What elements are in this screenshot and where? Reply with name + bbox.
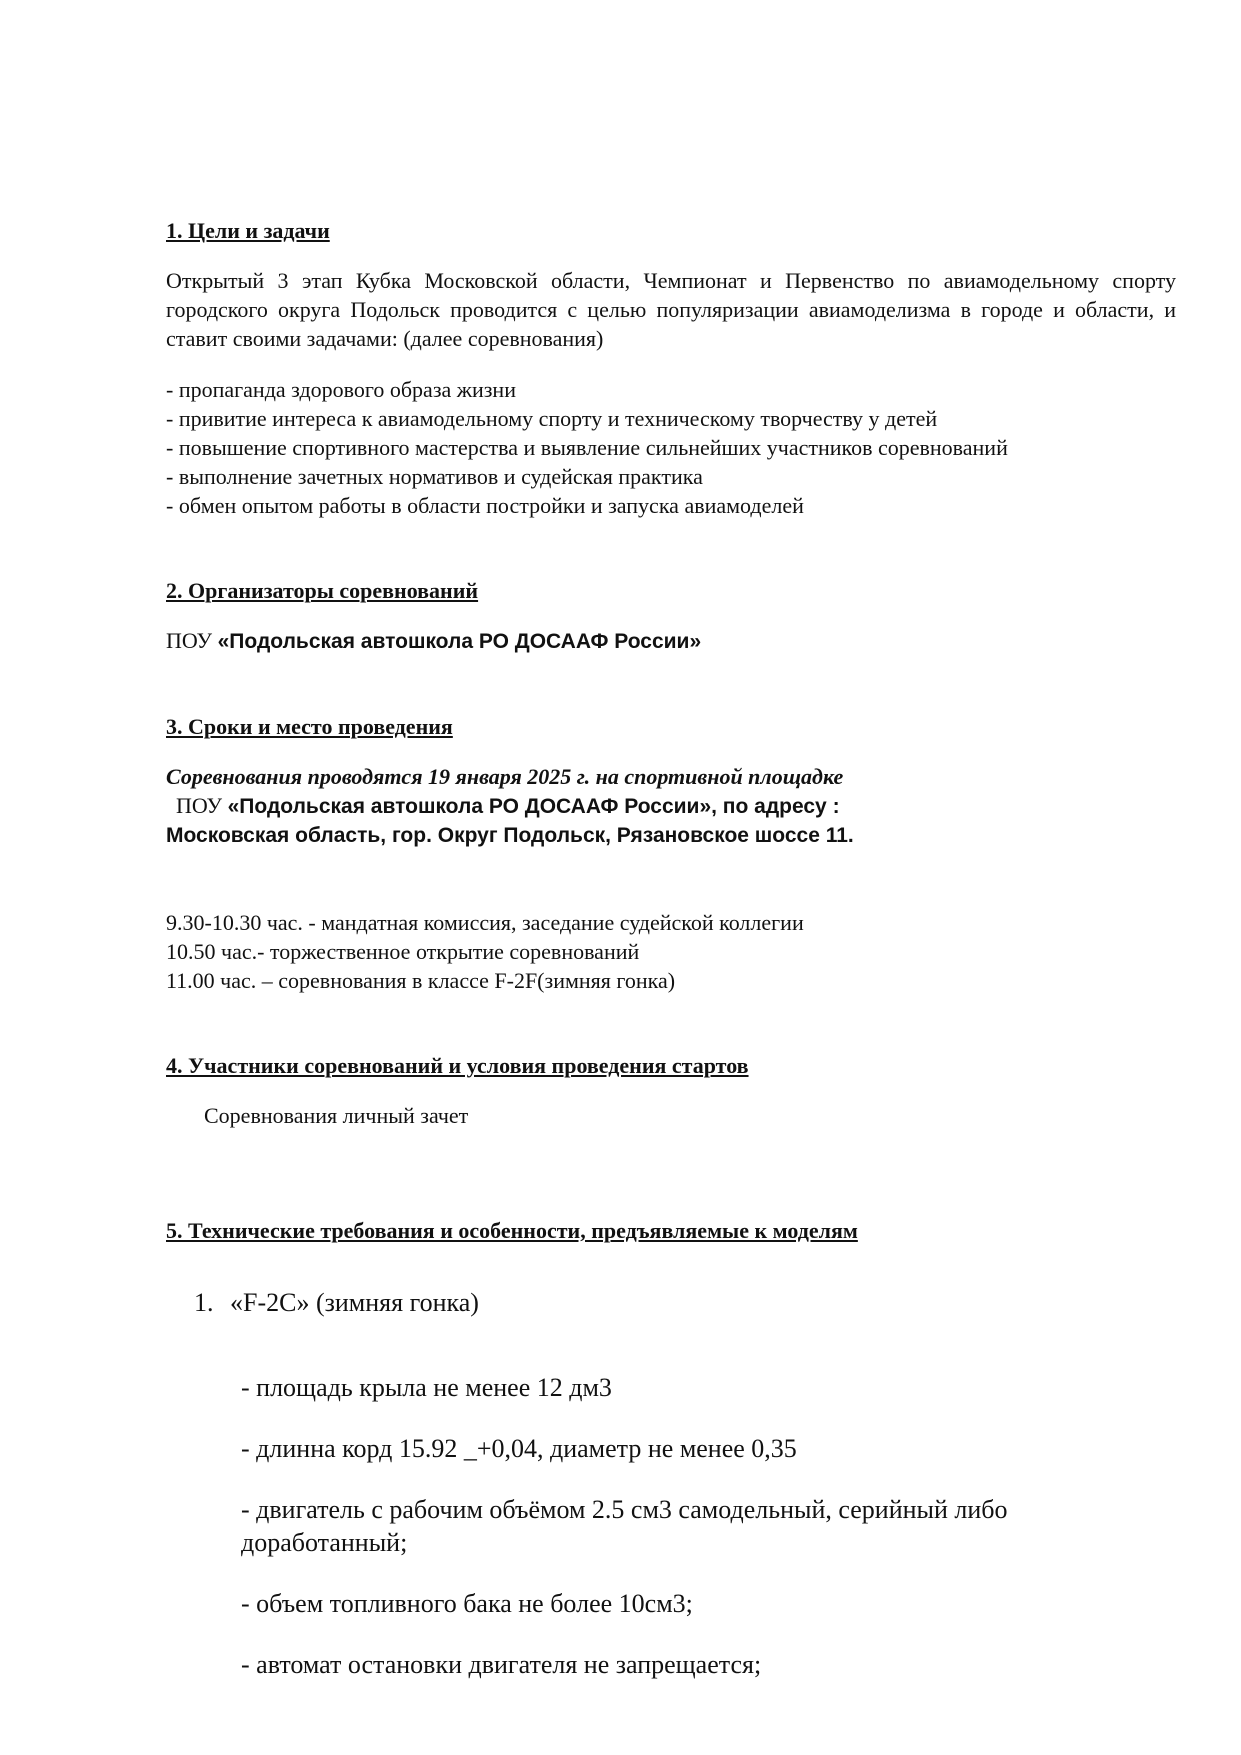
task-item: - привитие интереса к авиамодельному спорту и техническому творчеству у детей <box>166 406 938 431</box>
venue-name: «Подольская автошкола РО ДОСААФ России», по адресу : <box>227 795 840 818</box>
model-class-item <box>166 1286 1176 1319</box>
organizer-prefix: ПОУ <box>166 628 218 653</box>
schedule-item: 11.00 час. – соревнования в классе F-2F(зимняя гонка) <box>166 968 676 993</box>
section-3-heading: 3. Сроки и место проведения <box>166 714 453 739</box>
task-item: - выполнение зачетных нормативов и судейская практика <box>166 464 703 489</box>
requirement-item: - объем топливного бака не более 10см3; <box>241 1589 693 1618</box>
task-item: - пропаганда здорового образа жизни <box>166 377 516 402</box>
document-content <box>166 218 1176 1681</box>
section-5-heading: 5. Технические требования и особенности, предъявляемые к моделям <box>166 1218 858 1243</box>
venue-address: Московская область, гор. Округ Подольск, Рязановское шоссе 11. <box>166 824 854 847</box>
section-1-heading: 1. Цели и задачи <box>166 218 330 243</box>
task-item: - обмен опытом работы в области постройки и запуска авиамоделей <box>166 493 804 518</box>
organizer-name: «Подольская автошкола РО ДОСААФ России» <box>217 630 702 653</box>
venue-prefix: ПОУ <box>176 793 228 818</box>
organizer-line <box>166 626 1176 656</box>
requirement-item-continued: доработанный; <box>241 1528 408 1557</box>
requirement-item: - длинна корд 15.92 _+0,04, диаметр не менее 0,35 <box>241 1434 797 1463</box>
section-4-heading: 4. Участники соревнований и условия проведения стартов <box>166 1053 749 1078</box>
section-2-heading: 2. Организаторы соревнований <box>166 578 479 603</box>
section-1-intro: Открытый 3 этап Кубка Московской области, Чемпионат и Первенство по авиамодельному спорту городского округа Подольск проводится с целью популяризации авиамоделизма в городе и области, и ставит своими задачами: (далее соревнования) <box>166 268 1176 351</box>
schedule-item: 10.50 час.- торжественное открытие соревнований <box>166 939 640 964</box>
model-class-title: «F-2C» (зимняя гонка) <box>230 1288 479 1317</box>
venue-line <box>166 791 1176 821</box>
task-item: - повышение спортивного мастерства и выявление сильнейших участников соревнований <box>166 435 1008 460</box>
requirement-item: - автомат остановки двигателя не запрещается; <box>241 1650 762 1679</box>
requirement-item: - площадь крыла не менее 12 дм3 <box>241 1373 612 1402</box>
schedule-item: 9.30-10.30 час. - мандатная комиссия, заседание судейской коллегии <box>166 910 804 935</box>
model-class-number: 1. <box>194 1288 214 1317</box>
requirement-item: - двигатель с рабочим объёмом 2.5 см3 самодельный, серийный либо <box>241 1495 1008 1524</box>
event-date-line: Соревнования проводятся 19 января 2025 г. на спортивной площадке <box>166 764 844 789</box>
participants-text: Соревнования личный зачет <box>204 1103 469 1128</box>
